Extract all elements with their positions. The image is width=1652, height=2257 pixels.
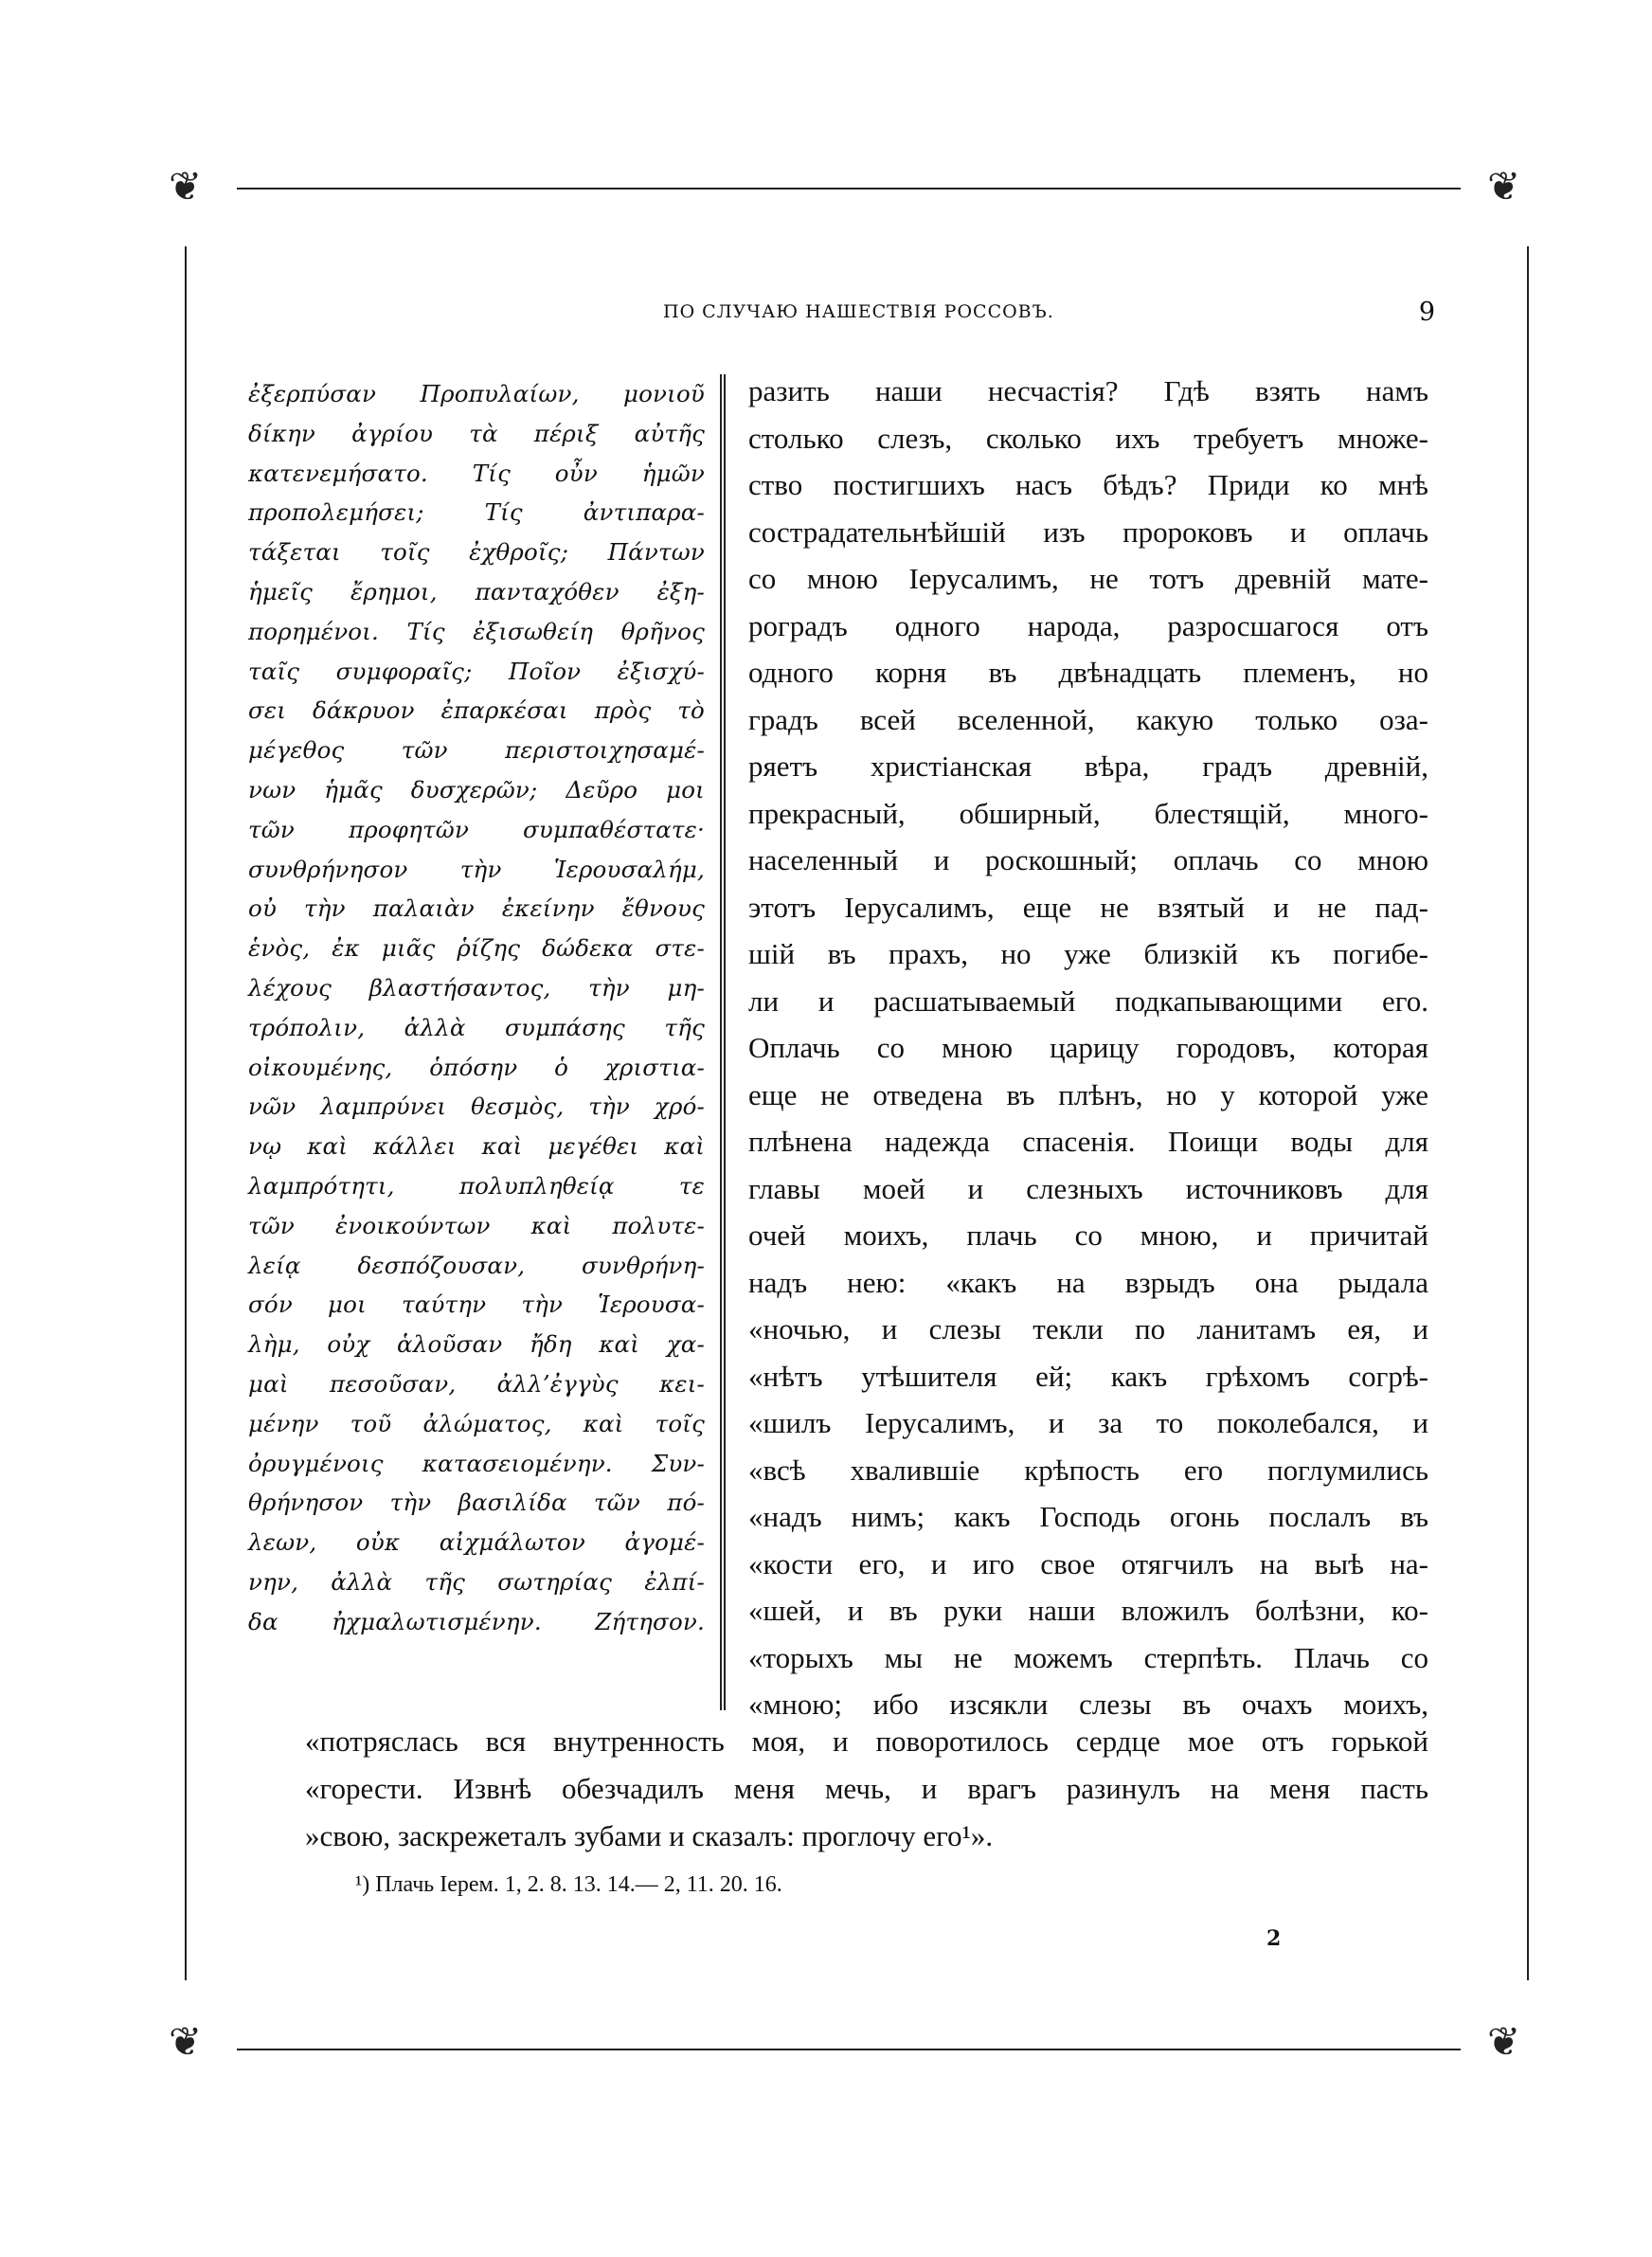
text-line: «шей, и въ руки наши вложилъ болѣзни, ко- <box>748 1594 1428 1627</box>
text-line: λὴμ, οὐχ ἁλοῦσαν ἤδη καὶ χα- <box>248 1330 705 1359</box>
text-line: μένην τοῦ ἀλώματος, καὶ τοῖς <box>248 1409 705 1437</box>
border-top <box>237 188 1461 190</box>
text-line: шій въ прахъ, но уже близкій къ погибе- <box>748 937 1428 970</box>
text-line: главы моей и слезныхъ источниковъ для <box>748 1171 1428 1205</box>
text-line: δίκην ἀγρίου τὰ πέριξ αὐτῆς <box>248 419 705 447</box>
border-right <box>1527 246 1529 1980</box>
text-line: ἡμεῖς ἔρημοι, πανταχόθεν ἐξη- <box>248 577 705 605</box>
signature-mark: 2 <box>1266 1926 1282 1951</box>
border-left <box>185 246 187 1980</box>
text-line: «надъ нимъ; какъ Господь огонь послалъ въ <box>748 1500 1428 1533</box>
text-line: еще не отведена въ плѣнъ, но у которой уже <box>748 1077 1428 1111</box>
text-line: οὐ τὴν παλαιὰν ἐκείνην ἔθνους <box>248 894 705 923</box>
text-line: μέγεθος τῶν περιστοιχησαμέ- <box>248 736 705 765</box>
text-line: надъ нею: «какъ на взрыдъ она рыдала <box>748 1265 1428 1299</box>
text-line: λέχους βλαστήσαντος, τὴν μη- <box>248 973 705 1002</box>
text-line: населенный и роскошный; оплачь со мною <box>748 843 1428 876</box>
text-line: σόν μοι ταύτην τὴν Ἱερουσα- <box>248 1291 705 1319</box>
ornament-top-right-icon: ❦ <box>1487 163 1521 209</box>
text-line: ταῖς συμφοραῖς; Ποῖον ἐξισχύ- <box>248 657 705 685</box>
text-line: ряетъ христіанская вѣра, градъ древній, <box>748 749 1428 783</box>
text-line: νην, ἀλλὰ τῆς σωτηρίας ἐλπί- <box>248 1567 705 1596</box>
text-line: «потряслась вся внутренность моя, и поворотилось сердце мое отъ горькой <box>305 1724 1428 1758</box>
text-line: λείᾳ δεσπόζουσαν, συνθρήνη- <box>248 1251 705 1279</box>
text-line: со мною Іерусалимъ, не тотъ древній мате- <box>748 562 1428 595</box>
text-line: столько слезъ, сколько ихъ требуетъ множе- <box>748 421 1428 455</box>
text-line: роградъ одного народа, разросшагося отъ <box>748 608 1428 642</box>
text-line: ἑνὸς, ἐκ μιᾶς ῥίζης δώδεκα στε- <box>248 934 705 963</box>
full-width-text <box>305 1718 1428 1860</box>
text-line: «ночью, и слезы текли по ланитамъ ея, и <box>748 1312 1428 1345</box>
greek-column <box>248 374 705 1642</box>
text-line: ство постигшихъ насъ бѣдъ? Приди ко мнѣ <box>748 468 1428 501</box>
text-line: сострадательнѣйшій изъ пророковъ и оплачь <box>748 515 1428 549</box>
border-bottom <box>237 2049 1461 2050</box>
text-line: «мною; ибо изсякли слезы въ очахъ моихъ, <box>748 1688 1428 1721</box>
page-header <box>663 298 1435 335</box>
ornament-bottom-left-icon: ❦ <box>169 2018 203 2065</box>
text-line: μαὶ πεσοῦσαν, ἀλλ’ἐγγὺς κει- <box>248 1369 705 1398</box>
text-line: «нѣтъ утѣшителя ей; какъ грѣхомъ согрѣ- <box>748 1359 1428 1393</box>
text-line: σει δάκρυον ἐπαρκέσαι πρὸς τὸ <box>248 696 705 725</box>
text-line: плѣнена надежда спасенія. Поищи воды для <box>748 1125 1428 1158</box>
text-line: πορημένοι. Τίς ἐξισωθείη θρῆνος <box>248 617 705 645</box>
text-line: λαμπρότητι, πολυπληθείᾳ τε <box>248 1171 705 1200</box>
text-line: τρόπολιν, ἀλλὰ συμπάσης τῆς <box>248 1013 705 1041</box>
text-line: одного корня въ двѣнадцать племенъ, но <box>748 656 1428 689</box>
text-line: ὀρυγμένοις κατασειομένην. Συν- <box>248 1449 705 1477</box>
text-line: градъ всей вселенной, какую только оза- <box>748 702 1428 736</box>
text-line: этотъ Іерусалимъ, еще не взятый и не пад- <box>748 890 1428 924</box>
ornament-bottom-right-icon: ❦ <box>1487 2018 1521 2065</box>
text-line: ли и расшатываемый подкапывающими его. <box>748 984 1428 1018</box>
text-line: συνθρήνησον τὴν Ἱερουσαλήμ, <box>248 855 705 883</box>
footnote: ¹) Плачь Iерем. 1, 2. 8. 13. 14.— 2, 11. 20. 16. <box>355 1872 782 1897</box>
text-line: «кости его, и иго свое отягчилъ на выѣ на- <box>748 1546 1428 1580</box>
text-line: «всѣ хвалившіе крѣпость его поглумились <box>748 1453 1428 1487</box>
text-line: νῳ καὶ κάλλει καὶ μεγέθει καὶ <box>248 1132 705 1161</box>
text-line: »свою, заскрежеталъ зубами и сказалъ: проглочу его¹». <box>305 1819 994 1852</box>
text-line: προπολεμήσει; Τίς ἀντιπαρα- <box>248 498 705 527</box>
text-line: θρήνησον τὴν βασιλίδα τῶν πό- <box>248 1489 705 1517</box>
text-line: «шилъ Іерусалимъ, и за то поколебался, и <box>748 1406 1428 1439</box>
running-title: ПО СЛУЧАЮ НАШЕСТВІЯ РОССОВЪ. <box>663 301 1054 322</box>
ornament-top-left-icon: ❦ <box>169 163 203 209</box>
column-divider <box>720 374 726 1710</box>
russian-column <box>748 368 1428 1728</box>
text-line: τῶν ἐνοικούντων καὶ πολυτε- <box>248 1211 705 1239</box>
text-line: νῶν λαμπρύνει θεσμὸς, τὴν χρό- <box>248 1092 705 1121</box>
text-line: δα ἠχμαλωτισμένην. Ζήτησον. <box>248 1607 705 1635</box>
text-line: νων ἡμᾶς δυσχερῶν; Δεῦρο μοι <box>248 775 705 803</box>
page-number: 9 <box>1418 298 1435 327</box>
text-line: τῶν προφητῶν συμπαθέστατε· <box>248 815 705 843</box>
text-line: прекрасный, обширный, блестящій, много- <box>748 796 1428 830</box>
text-line: κατενεμήσατο. Τίς οὖν ἡμῶν <box>248 459 705 487</box>
text-line: λεων, οὐκ αἰχμάλωτον ἀγομέ- <box>248 1528 705 1557</box>
text-line: ἐξερπύσαν Προπυλαίων, μονιοῦ <box>248 380 705 407</box>
text-line: τάξεται τοῖς ἐχθροῖς; Πάντων <box>248 538 705 567</box>
text-line: Оплачь со мною царицу городовъ, которая <box>748 1031 1428 1064</box>
text-line: очей моихъ, плачь со мною, и причитай <box>748 1219 1428 1252</box>
text-line: «горести. Извнѣ обезчадилъ меня мечь, и врагъ разинулъ на меня пасть <box>305 1772 1428 1805</box>
text-line: οἰκουμένης, ὁπόσην ὁ χριστια- <box>248 1053 705 1081</box>
text-line: «торыхъ мы не можемъ стерпѣть. Плачь со <box>748 1640 1428 1674</box>
text-line: разить наши несчастія? Гдѣ взять намъ <box>748 374 1428 407</box>
